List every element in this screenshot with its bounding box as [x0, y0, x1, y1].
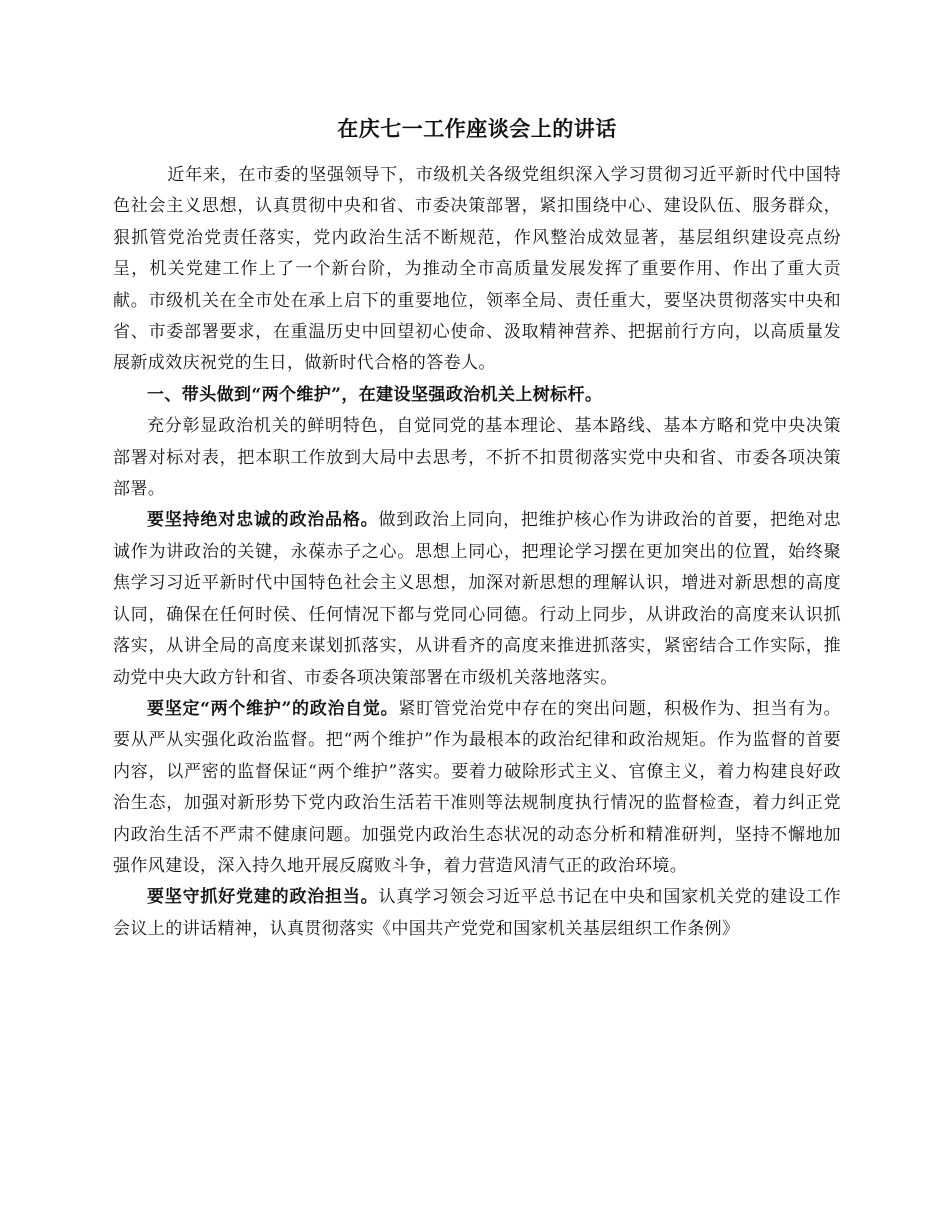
section1-paragraph: 充分彰显政治机关的鲜明特色，自觉同党的基本理论、基本路线、基本方略和党中央决策部署对标对表，把本职工作放到大局中去思考，不折不扣贯彻落实党中央和省、市委各项决策部署。: [113, 416, 841, 500]
point3-lead: 要坚守抓好党建的政治担当。: [147, 887, 379, 908]
point2-lead: 要坚定“两个维护”的政治自觉。: [147, 698, 399, 719]
point1-lead: 要坚持绝对忠诚的政治品格。: [147, 510, 379, 531]
point1-text: 做到政治上同向，把维护核心作为讲政治的首要，把绝对忠诚作为讲政治的关键，永葆赤子之心。思想上同心，把理论学习摆在更加突出的位置，始终聚焦学习习近平新时代中国特色社会主义思想，加深对新思想的理解认识，增进对新思想的高度认同，确保在任何时侯、任何情况下都与党同心同德。行动上同步，从讲政治的高度来认识抓落实，从讲全局的高度来谋划抓落实，从讲看齐的高度来推进抓落实，紧密结合工作实际，推动党中央大政方针和省、市委各项决策部署在市级机关落地落实。: [113, 510, 841, 688]
point3-text: 认真学习领会习近平总书记在中央和国家机关党的建设工作会议上的讲话精神，认真贯彻落实《中国共产党党和国家机关基层组织工作条例》: [113, 887, 841, 939]
point3-paragraph: [113, 882, 841, 945]
document-title: 在庆七一工作座谈会上的讲话: [337, 117, 617, 141]
intro-paragraph: 近年来，在市委的坚强领导下，市级机关各级党组织深入学习贯彻习近平新时代中国特色社会主义思想，认真贯彻中央和省、市委决策部署，紧扣围绕中心、建设队伍、服务群众，狠抓管党治党责任落实，党内政治生活不断规范，作风整治成效显著，基层组织建设亮点纷呈，机关党建工作上了一个新台阶，为推动全市高质量发展发挥了重要作用、作出了重大贡献。市级机关在全市处在承上启下的重要地位，领率全局、责任重大，要坚决贯彻落实中央和省、市委部署要求，在重温历史中回望初心使命、汲取精神营养、把据前行方向，以高质量发展新成效庆祝党的生日，做新时代合格的答卷人。: [113, 165, 841, 374]
section1-heading: 一、带头做到“两个维护”，在建设坚强政治机关上树标杆。: [147, 384, 603, 405]
point2-text: 紧盯管党治党中存在的突出问题，积极作为、担当有为。要从严从实强化政治监督。把“两个维护”作为最根本的政治纪律和政治规矩。作为监督的首要内容，以严密的监督保证“两个维护”落实。要着力破除形式主义、官僚主义，着力构建良好政治生态，加强对新形势下党内政治生活若干准则等法规制度执行情况的监督检查，着力纠正党内政治生活不严肃不健康问题。加强党内政治生态状况的动态分析和精准研判，坚持不懈地加强作风建设，深入持久地开展反腐败斗争，着力营造风清气正的政治环境。: [113, 698, 841, 876]
point1-paragraph: [113, 505, 841, 693]
point2-paragraph: [113, 694, 841, 882]
document-page: [113, 114, 841, 945]
